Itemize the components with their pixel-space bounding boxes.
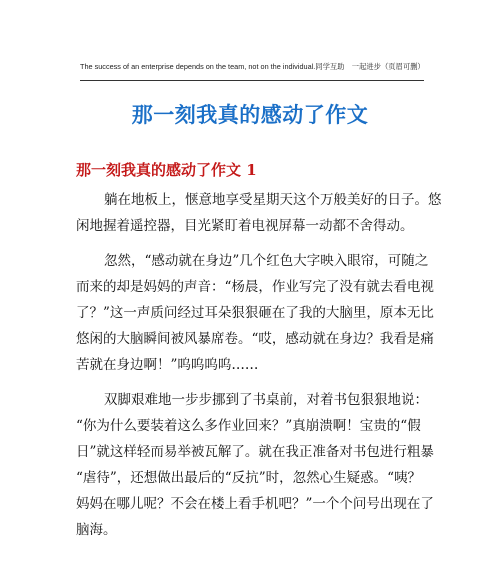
text-line: “虐待”，还想做出最后的“反抗”时，忽然心生疑惑。“咦？ [76,470,422,486]
paragraph-2 [76,248,434,378]
text-line: 双脚艰难地一步步挪到了书桌前，对着书包狠狠地说： [104,392,428,408]
page-header-text: The success of an enterprise depends on the team, not on the individual.同学互助 一起进步（页眉可删） [80,62,425,71]
text-line: 日”就这样轻而易举被瓦解了。就在我正准备对书包进行粗暴 [76,444,434,460]
header-divider [80,80,424,81]
text-line: 了？”这一声质问经过耳朵狠狠砸在了我的大脑里，原本无比 [76,305,434,321]
essay-body [76,187,442,552]
text-line: 脑海。 [76,522,117,538]
text-line: 而来的却是妈妈的声音：“杨晨，作业写完了没有就去看电视 [76,279,434,295]
text-line: 妈妈在哪儿呢？不会在楼上看手机吧？”一个个问号出现在了 [76,496,434,512]
paragraph-1 [76,187,442,239]
document-title: 那一刻我真的感动了作文 [131,102,369,127]
text-line: 忽然，“感动就在身边”几个红色大字映入眼帘，可随之 [104,253,429,269]
text-line: “你为什么要装着这么多作业回来？”真崩溃啊！宝贵的“假 [76,418,421,434]
paragraph-3 [76,387,434,543]
text-line: 闲地握着遥控器，目光紧盯着电视屏幕一动都不舍得动。 [76,218,414,234]
text-line: 苦就在身边啊！”呜呜呜呜…… [76,357,259,373]
text-line: 躺在地板上，惬意地享受星期天这个万般美好的日子。悠 [104,192,442,208]
text-line: 悠闲的大脑瞬间被风暴席卷。“哎，感动就在身边？我看是痛 [76,331,434,347]
section-heading: 那一刻我真的感动了作文 1 [76,161,257,179]
